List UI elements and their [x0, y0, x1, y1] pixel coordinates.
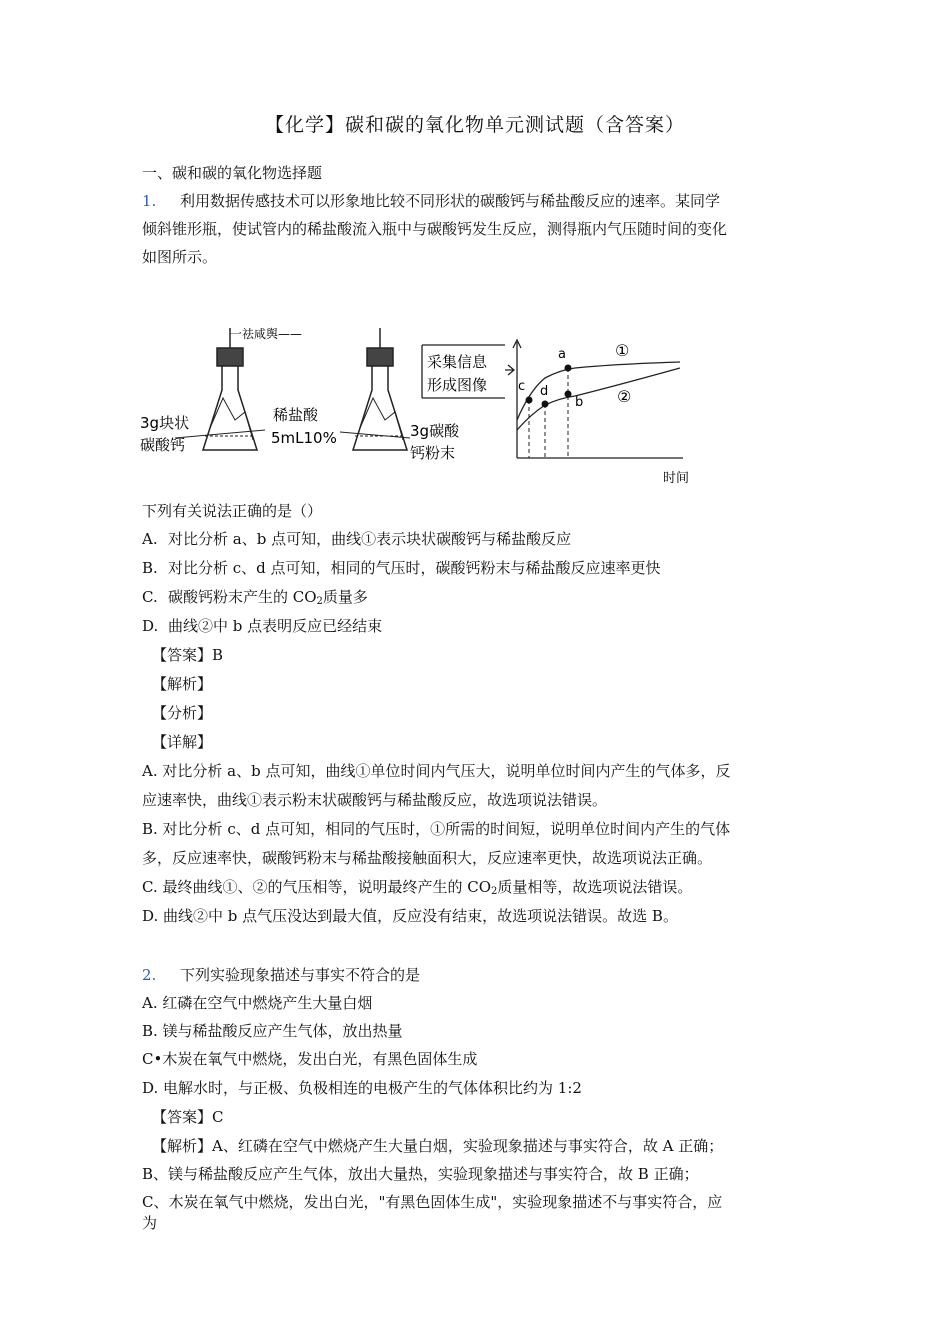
label-c: c: [518, 379, 526, 394]
label-a: a: [558, 347, 566, 362]
pressure-chart: [513, 340, 683, 458]
q1-option-d: D. 曲线②中 b 点表明反应已经结束: [142, 617, 383, 635]
q2-answer: 【答案】C: [152, 1108, 224, 1126]
q2-number: 2.: [142, 966, 157, 984]
label-block-2: 碳酸钙: [140, 436, 186, 454]
q1-stem-line-2: 倾斜锥形瓶，使试管内的稀盐酸流入瓶中与碳酸钙发生反应，测得瓶内气压随时间的变化: [142, 220, 728, 238]
curve-2: [517, 368, 680, 430]
label-curve-1: ①: [615, 341, 630, 360]
q1-stem-line-3: 如图所示。: [142, 248, 218, 266]
q2-exp-line-4: 为: [142, 1214, 158, 1232]
q1-number: 1.: [142, 192, 157, 210]
label-d: d: [540, 384, 549, 399]
label-acid-2: 5mL10%: [271, 429, 337, 447]
q1-stem-text-1: 利用数据传感技术可以形象地比较不同形状的碳酸钙与稀盐酸反应的速率。某同学: [180, 192, 721, 210]
page-title: 【化学】碳和碳的氧化物单元测试题（含答案）: [264, 114, 685, 136]
label-powder-1: 3g碳酸: [410, 422, 460, 440]
q1-prompt: 下列有关说法正确的是（）: [142, 502, 323, 520]
q2-option-d: D. 电解水时，与正极、负极相连的电极产生的气体体积比约为 1:2: [142, 1079, 582, 1097]
label-block-1: 3g块状: [140, 414, 190, 432]
x-axis-label: 时间: [663, 471, 690, 486]
label-curve-2: ②: [617, 387, 632, 406]
section-heading: 一、碳和碳的氧化物选择题: [142, 164, 323, 182]
label-acid-1: 稀盐酸: [273, 406, 319, 424]
q2-jiexi: 【解析】A、红磷在空气中燃烧产生大量白烟，实验现象描述与事实符合，故 A 正确；: [152, 1137, 724, 1155]
label-b: b: [575, 395, 584, 410]
label-collect-info: 采集信息: [427, 353, 488, 371]
q1-exp-c: C. 最终曲线①、②的气压相等，说明最终产生的 $CO_2$质量相等，故选项说法错误。: [142, 878, 693, 897]
point-c: [526, 397, 533, 404]
q2-option-b: B. 镁与稀盐酸反应产生气体，放出热量: [142, 1022, 403, 1040]
q2-option-c: C•木炭在氧气中燃烧，发出白光，有黑色固体生成: [142, 1050, 478, 1068]
q2-exp-line-3: C、木炭在氧气中燃烧，发出白光，"有黑色固体生成"，实验现象描述不与事实符合，应: [142, 1193, 723, 1211]
q1-option-c: C. 碳酸钙粉末产生的 $CO_2$质量多: [142, 588, 368, 607]
point-b: [565, 391, 572, 398]
label-powder-2: 钙粉末: [410, 444, 456, 462]
point-d: [542, 401, 549, 408]
q1-stem-line-1: [142, 190, 720, 212]
q2-stem: 2. 下列实验现象描述与事实不符合的是: [142, 966, 421, 984]
q1-exp-b1: B. 对比分析 c、d 点可知，相同的气压时，①所需的时间短，说明单位时间内产生的气体: [142, 820, 731, 838]
experiment-figure: [135, 320, 705, 490]
q1-exp-b2: 多，反应速率快，碳酸钙粉末与稀盐酸接触面积大，反应速率更快，故选项说法正确。: [142, 849, 713, 867]
q1-option-b: B. 对比分析 c、d 点可知，相同的气压时，碳酸钙粉末与稀盐酸反应速率更快: [142, 559, 661, 577]
q1-jiexi: 【解析】: [152, 675, 213, 693]
q2-option-a: A. 红磷在空气中燃烧产生大量白烟: [142, 994, 373, 1012]
label-form-image: 形成图像: [427, 376, 488, 394]
q1-option-a: A. 对比分析 a、b 点可知，曲线①表示块状碳酸钙与稀盐酸反应: [142, 530, 572, 548]
flask-powder-calcium-carbonate: [340, 328, 410, 450]
point-a: [565, 365, 572, 372]
figure-top-label: 一祛咸舆——: [230, 327, 303, 341]
q2-exp-line-2: B、镁与稀盐酸反应产生气体，放出大量热，实验现象描述与事实符合，故 B 正确；: [142, 1165, 699, 1183]
q1-answer: 【答案】B: [152, 646, 224, 664]
q1-exp-a2: 应速率快，曲线①表示粉末状碳酸钙与稀盐酸反应，故选项说法错误。: [142, 791, 608, 809]
q1-exp-a1: A. 对比分析 a、b 点可知，曲线①单位时间内气压大，说明单位时间内产生的气体多，反: [142, 762, 731, 780]
q1-fenxi: 【分析】: [152, 704, 213, 722]
q1-xiangjie: 【详解】: [152, 733, 213, 751]
q1-exp-d: D. 曲线②中 b 点气压没达到最大值，反应没有结束，故选项说法错误。故选 B。: [142, 907, 678, 925]
